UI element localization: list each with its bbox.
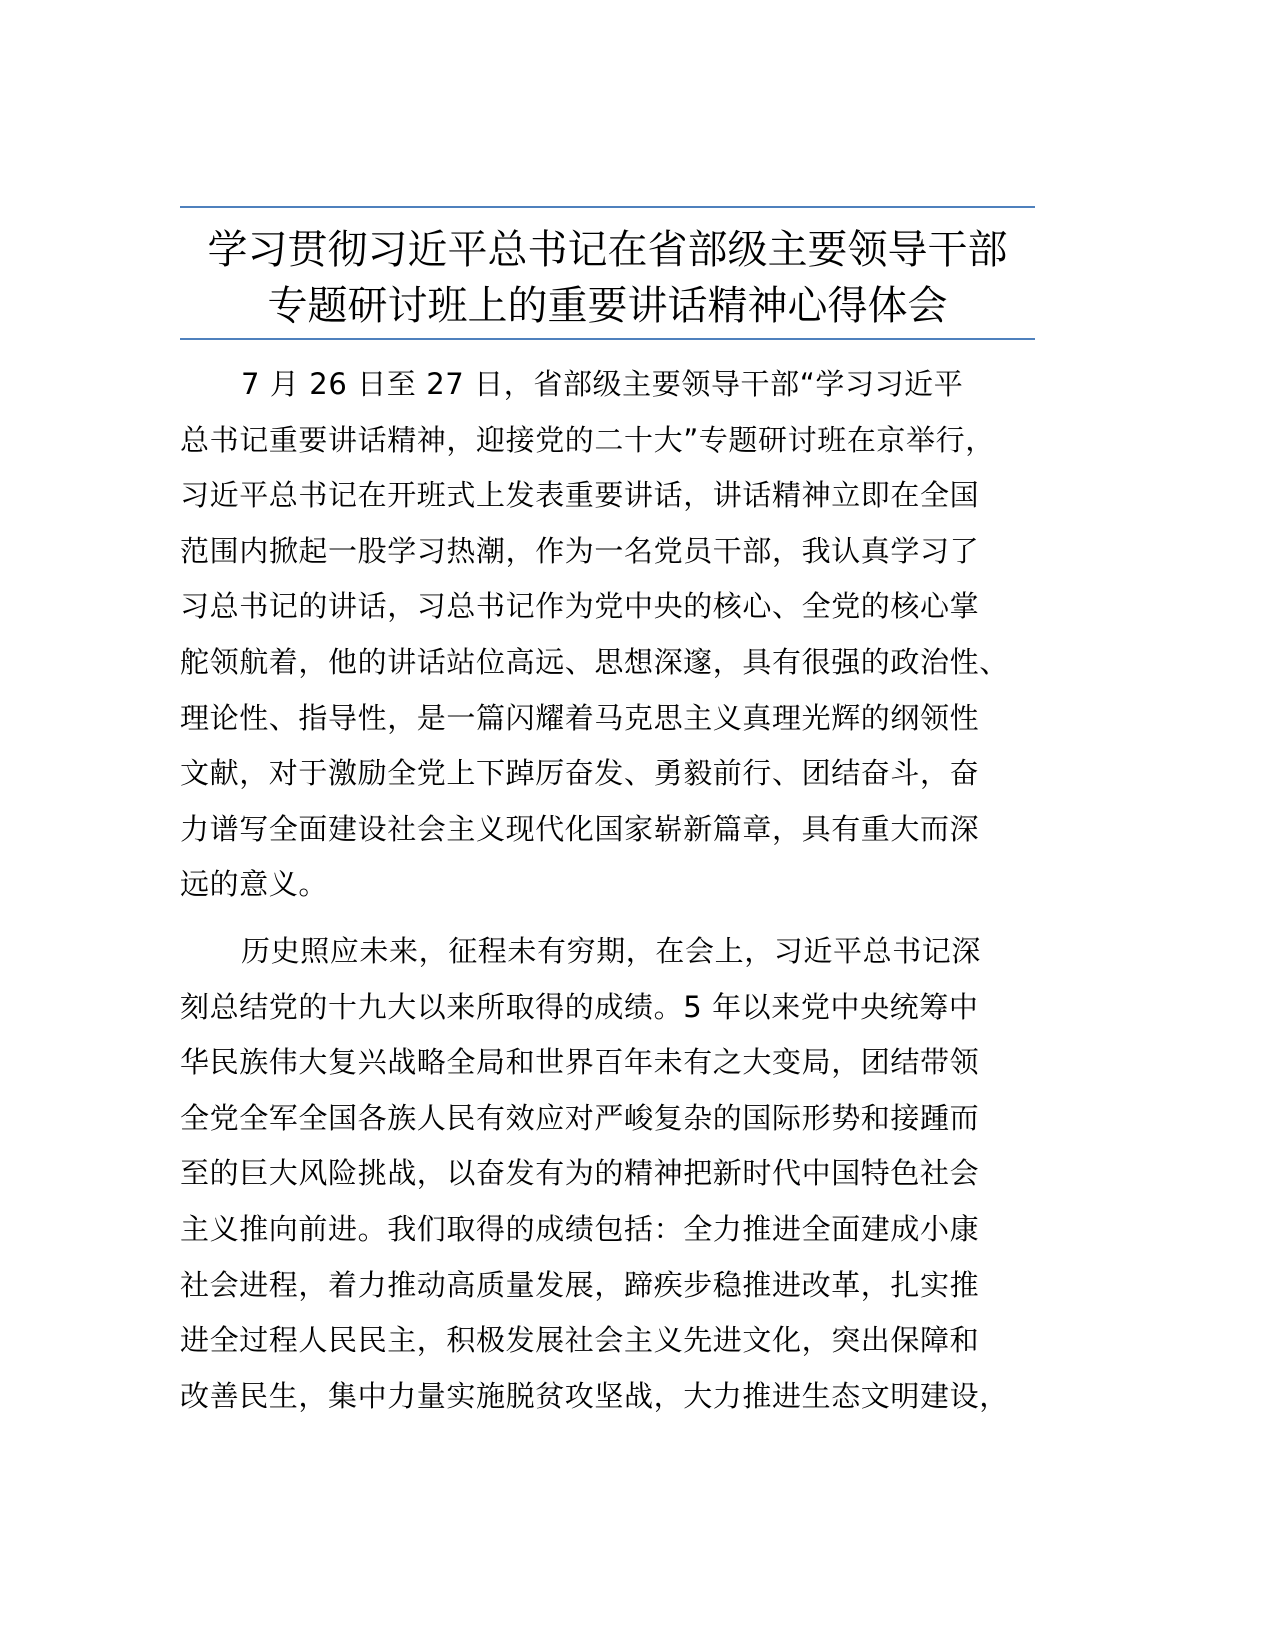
paragraph-line: 范围内掀起一股学习热潮，作为一名党员干部，我认真学习了 [180, 533, 980, 568]
paragraph-line: 远的意义。 [180, 867, 329, 902]
title-line: 学习贯彻习近平总书记在省部级主要领导干部 [207, 227, 1008, 273]
paragraph-line: 力谱写全面建设社会主义现代化国家崭新篇章，具有重大而深 [180, 811, 980, 846]
paragraph-line: 改善民生，集中力量实施脱贫攻坚战，大力推进生态文明建设， [180, 1378, 1009, 1413]
paragraph-line: 文献，对于激励全党上下踔厉奋发、勇毅前行、团结奋斗，奋 [180, 756, 980, 791]
paragraph-line: 7 月 26 日至 27 日，省部级主要领导干部“学习习近平 [241, 367, 964, 401]
title-line: 专题研讨班上的重要讲话精神心得体会 [267, 283, 948, 329]
paragraph-2 [180, 924, 1080, 1424]
paragraph-line: 历史照应未来，征程未有穷期，在会上，习近平总书记深 [241, 934, 982, 968]
paragraph-line: 主义推向前进。我们取得的成绩包括：全力推进全面建成小康 [180, 1211, 980, 1246]
paragraph-line: 习近平总书记在开班式上发表重要讲话，讲话精神立即在全国 [180, 478, 980, 513]
paragraph-line: 刻总结党的十九大以来所取得的成绩。5 年以来党中央统筹中 [180, 989, 979, 1024]
document-title [160, 222, 1055, 334]
title-bottom-rule [180, 338, 1035, 340]
title-top-rule [180, 206, 1035, 208]
paragraph-1 [180, 357, 1080, 913]
paragraph-line: 华民族伟大复兴战略全局和世界百年未有之大变局，团结带领 [180, 1045, 980, 1080]
paragraph-line: 理论性、指导性，是一篇闪耀着马克思主义真理光辉的纲领性 [180, 700, 980, 735]
paragraph-line: 全党全军全国各族人民有效应对严峻复杂的国际形势和接踵而 [180, 1100, 980, 1135]
paragraph-line: 总书记重要讲话精神，迎接党的二十大”专题研讨班在京举行， [180, 422, 995, 457]
paragraph-line: 至的巨大风险挑战，以奋发有为的精神把新时代中国特色社会 [180, 1156, 980, 1191]
paragraph-line: 习总书记的讲话，习总书记作为党中央的核心、全党的核心掌 [180, 589, 980, 624]
paragraph-line: 舵领航着，他的讲话站位高远、思想深邃，具有很强的政治性、 [180, 644, 1009, 679]
paragraph-line: 进全过程人民民主，积极发展社会主义先进文化，突出保障和 [180, 1323, 980, 1358]
paragraph-line: 社会进程，着力推动高质量发展，蹄疾步稳推进改革，扎实推 [180, 1267, 980, 1302]
